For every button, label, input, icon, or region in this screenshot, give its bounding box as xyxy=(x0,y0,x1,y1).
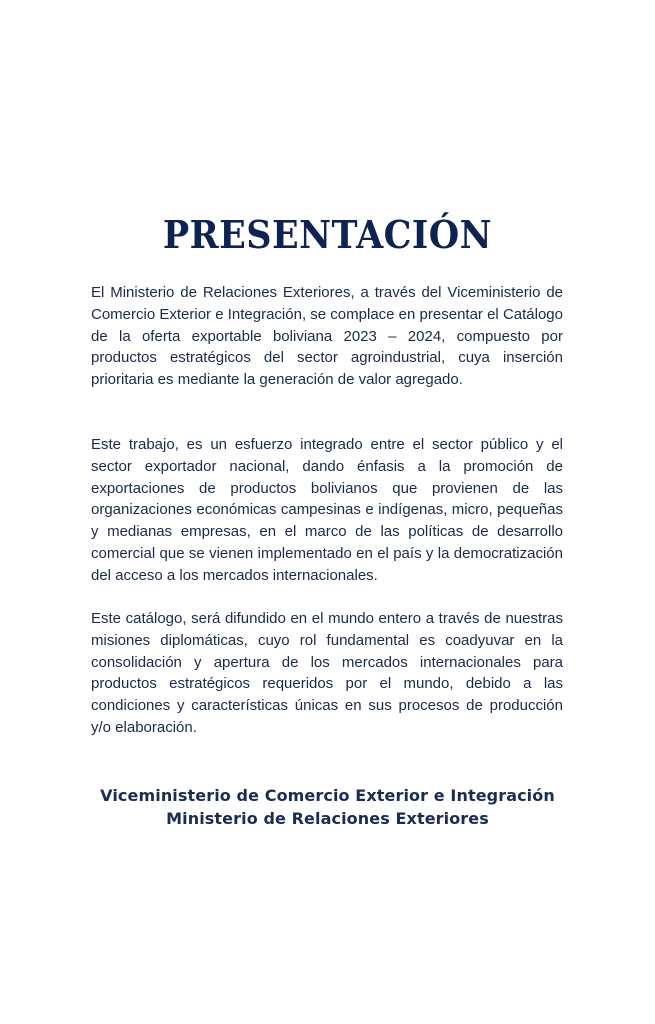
paragraph-integrated-effort: Este trabajo, es un esfuerzo integrado entre el sector público y el sector exportador nacional, dando énfasis a la promoción de exportaciones de productos bolivianos que provienen de las organizaciones económicas campesinas e indígenas, micro, pequeñas y medianas empresas, en el marco de las políticas de desarrollo comercial que se vienen implementado en el país y la democratización del acceso a los mercados internacionales. xyxy=(91,436,563,584)
signature-viceministry: Viceministerio de Comercio Exterior e Integración xyxy=(100,786,555,805)
paragraph-introduction: El Ministerio de Relaciones Exteriores, a través del Viceministerio de Comercio Exterior e Integración, se complace en presentar el Catálogo de la oferta exportable boliviana 2023 – 2024, compuesto por productos estratégicos del sector agroindustrial, cuya inserción prioritaria es mediante la generación de valor agregado. xyxy=(91,284,563,389)
paragraph-diffusion: Este catálogo, será difundido en el mundo entero a través de nuestras misiones diplomáticas, cuyo rol fundamental es coadyuvar en la consolidación y apertura de los mercados internacionales para productos estratégicos requeridos por el mundo, debido a las condiciones y características únicas en sus procesos de producción y/o elaboración. xyxy=(91,610,563,736)
page-title: PRESENTACIÓN xyxy=(162,212,493,258)
signature-ministry: Ministerio de Relaciones Exteriores xyxy=(166,809,489,828)
signature-block xyxy=(0,784,655,830)
